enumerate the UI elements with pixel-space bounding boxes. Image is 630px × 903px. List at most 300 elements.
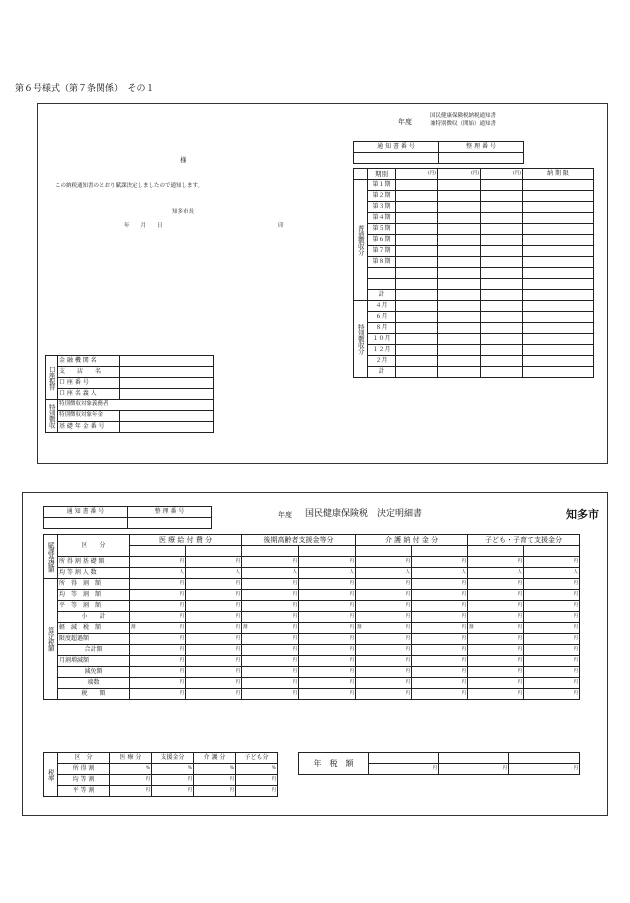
period-total: 計 [368, 290, 396, 301]
unit-cell [186, 590, 242, 601]
yen-unit: 円 [349, 624, 355, 630]
unit-cell [186, 601, 242, 612]
yen-unit: 円 [235, 646, 241, 652]
rate-label: 税率 [44, 753, 58, 797]
unit-cell [468, 579, 524, 590]
annual-tax-table [298, 752, 580, 775]
col-header: 後期高齢者支援金等分 [242, 535, 356, 546]
kubun-header: 区 分 [58, 535, 130, 557]
unit-cell [186, 579, 242, 590]
reduction-cell [412, 623, 468, 634]
rate-header: 子ども分 [236, 753, 278, 764]
unit-cell [242, 579, 299, 590]
statement-title: 国民健康保険税 決定明細書 [305, 509, 423, 519]
yen-unit: 円 [179, 602, 184, 608]
row-label: 均 等 割 人 数 [58, 568, 130, 579]
yen-unit: 円 [517, 558, 523, 564]
unit-cell [412, 579, 468, 590]
unit-cell [468, 634, 524, 645]
unit-cell [186, 645, 242, 656]
period-row: 第２期 [368, 191, 396, 202]
unit-cell [524, 612, 580, 623]
person-unit: 人 [517, 569, 523, 575]
notice-message: この納税通知書のとおり賦課決定しましたので通知します。 [55, 183, 204, 189]
yen-unit: 円 [349, 602, 355, 608]
yen-unit: 円 [573, 602, 579, 608]
unit-cell [468, 689, 524, 700]
period-row: 第８期 [368, 257, 396, 268]
reduction-cell [524, 623, 580, 634]
yen-unit: 円 [292, 690, 298, 696]
unit-cell [468, 590, 524, 601]
row-label: 軽 減 税 額 [58, 623, 130, 634]
yen-unit: 円 [573, 646, 579, 652]
yen-unit: 円 [517, 580, 523, 586]
yen-unit: 円 [179, 657, 184, 663]
calc-table [43, 534, 580, 700]
special-row-label: 特別徴収対象年金 [58, 411, 120, 422]
period-table [353, 168, 594, 378]
yen-unit: 円 [194, 786, 236, 797]
reduction-cell [242, 623, 299, 634]
yen-unit: 円 [292, 668, 298, 674]
notice-no-label: 通 知 書 番 号 [354, 142, 439, 153]
yen-unit: 円 [235, 580, 241, 586]
yen-unit: 円 [461, 558, 467, 564]
unit-cell [412, 645, 468, 656]
unit-cell [299, 579, 356, 590]
yen-unit: 円 [235, 690, 241, 696]
unit-cell [299, 601, 356, 612]
bank-row-label: 支 店 名 [58, 367, 120, 378]
unit-cell [412, 656, 468, 667]
yen-unit: 円 [179, 558, 184, 564]
yen-unit: 円 [405, 635, 411, 641]
unit-cell [242, 634, 299, 645]
yen-unit: 円 [292, 635, 298, 641]
unit-cell [412, 601, 468, 612]
yen-unit: 円 [349, 591, 355, 597]
yen-unit: 円 [292, 624, 298, 630]
reduction-cell [356, 623, 412, 634]
basis-label: 賦課基礎額 [44, 535, 58, 579]
pct-unit: % [152, 764, 194, 775]
unit-cell [186, 634, 242, 645]
unit-cell [356, 656, 412, 667]
unit-cell [524, 656, 580, 667]
rate-table [43, 752, 278, 797]
unit-cell [412, 590, 468, 601]
rate-row-label: 所 得 割 [58, 764, 110, 775]
yen-unit: 円 [461, 668, 467, 674]
ref-no-label: 整 理 番 号 [439, 142, 524, 153]
period-row: 第６期 [368, 235, 396, 246]
unit-cell [524, 568, 580, 579]
person-unit: 人 [179, 569, 184, 575]
yen-unit: 円 [461, 602, 467, 608]
yen-unit: 円 [235, 657, 241, 663]
yen-unit: 円 [179, 690, 184, 696]
unit-cell [186, 689, 242, 700]
unit-cell [412, 634, 468, 645]
unit-cell [299, 634, 356, 645]
person-unit: 人 [292, 569, 298, 575]
yen-unit: 円 [573, 679, 579, 685]
yen-unit: 円 [292, 558, 298, 564]
unit-cell [242, 689, 299, 700]
unit-cell [299, 689, 356, 700]
yen-unit: 円 [179, 624, 184, 630]
special-row-label: 基 礎 年 金 番 号 [58, 422, 120, 433]
yen-unit: 円 [517, 591, 523, 597]
mayor-name: 知多市長 [172, 209, 195, 215]
issue-date: 年 月 日 [124, 223, 163, 229]
lower-number-table [43, 506, 212, 529]
form-title: 第６号様式（第７条関係） その１ [15, 84, 155, 94]
rate-header: 区 分 [58, 753, 110, 764]
period-label: 期別 [368, 169, 396, 180]
yen-unit: 円 [292, 580, 298, 586]
unit-cell [299, 667, 356, 678]
yen-unit: 円 [405, 668, 411, 674]
unit-cell [242, 667, 299, 678]
unit-cell [412, 612, 468, 623]
person-unit: 人 [235, 569, 241, 575]
unit-cell [356, 590, 412, 601]
yen-unit: 円 [405, 624, 411, 630]
yen-unit: 円 [152, 786, 194, 797]
unit-cell [356, 568, 412, 579]
transfer-label: 口座振替 [46, 356, 58, 400]
normal-collection-label: 普通徴収分 [354, 180, 368, 301]
unit-cell [186, 568, 242, 579]
unit-cell [299, 557, 356, 568]
year-label: 年度 [398, 118, 412, 126]
yen-unit: 円 [292, 646, 298, 652]
unit-cell [186, 557, 242, 568]
col-header: 子ども・子育て支援金分 [468, 535, 580, 546]
yen-unit: 円 [292, 591, 298, 597]
yen-unit: 円 [573, 558, 579, 564]
unit-cell [130, 579, 186, 590]
month-row: ６月 [368, 312, 396, 323]
month-row: １０月 [368, 334, 396, 345]
yen-unit: 円 [292, 679, 298, 685]
lower-notice-no-label: 通 知 書 番 号 [44, 507, 128, 518]
pct-unit: % [236, 764, 278, 775]
period-row: 第１期 [368, 180, 396, 191]
upper-number-table [353, 141, 524, 164]
unit-cell [412, 678, 468, 689]
unit-cell [468, 656, 524, 667]
honorific: 様 [180, 156, 187, 164]
yen-unit: 円 [405, 657, 411, 663]
unit-cell [299, 678, 356, 689]
unit-cell [130, 612, 186, 623]
yen-unit: 円 [517, 646, 523, 652]
yen-unit: 円 [235, 624, 241, 630]
bank-table [45, 355, 214, 433]
unit-cell [468, 678, 524, 689]
reduction-cell [130, 623, 186, 634]
period-row: 第５期 [368, 224, 396, 235]
yen-unit: 円 [573, 613, 579, 619]
yen-unit: 円 [405, 690, 411, 696]
person-unit: 人 [349, 569, 355, 575]
rate-row-label: 平 等 割 [58, 786, 110, 797]
yen-unit: 円 [292, 602, 298, 608]
unit-cell [130, 656, 186, 667]
yen-unit: 円 [573, 635, 579, 641]
unit-cell [130, 590, 186, 601]
unit-cell [468, 667, 524, 678]
city-name: 知多市 [566, 508, 599, 521]
unit-cell [468, 601, 524, 612]
yen-unit: 円 [179, 613, 184, 619]
yen-unit: 円 [235, 679, 241, 685]
yen-unit: 円 [573, 657, 579, 663]
yen-unit: 円 [461, 646, 467, 652]
unit-cell [524, 678, 580, 689]
yen-unit: 円 [179, 679, 184, 685]
unit-cell [242, 645, 299, 656]
unit-cell [299, 612, 356, 623]
row-label: 均 等 割 額 [58, 590, 130, 601]
yen-unit: 円 [349, 646, 355, 652]
unit-cell [356, 678, 412, 689]
month-row: １２月 [368, 345, 396, 356]
row-label: 所 得 割 基 礎 額 [58, 557, 130, 568]
unit-cell [130, 678, 186, 689]
unit-cell [356, 601, 412, 612]
yen-unit: 円 [461, 679, 467, 685]
yen-unit: 円 [461, 635, 467, 641]
unit-cell [412, 557, 468, 568]
unit-cell [186, 612, 242, 623]
yen-unit: 円 [349, 580, 355, 586]
lower-ref-no-label: 整 理 番 号 [128, 507, 212, 518]
row-label: 減免額 [58, 667, 130, 678]
yen-unit: 円 [405, 679, 411, 685]
unit-cell [524, 689, 580, 700]
col-header: 介 護 納 付 金 分 [356, 535, 468, 546]
yen-unit: 円 [292, 657, 298, 663]
reduction-cell [186, 623, 242, 634]
row-label: 限度超過額 [58, 634, 130, 645]
yen-unit: 円 [235, 668, 241, 674]
yen-unit: 円 [405, 591, 411, 597]
unit-cell [356, 645, 412, 656]
unit-cell [356, 557, 412, 568]
unit-cell [186, 678, 242, 689]
yen-unit: 円 [517, 602, 523, 608]
yen-unit: 円 [349, 668, 355, 674]
yen-unit: 円 [235, 558, 241, 564]
yen-unit: 円 [236, 786, 278, 797]
yen-unit: 円 [349, 690, 355, 696]
pct-unit: % [110, 764, 152, 775]
unit-cell [356, 634, 412, 645]
unit-cell [130, 634, 186, 645]
unit-cell [130, 557, 186, 568]
unit-cell [299, 590, 356, 601]
yen-unit: 円 [179, 591, 184, 597]
yen-unit: 円 [235, 635, 241, 641]
row-label: 合計額 [58, 645, 130, 656]
yen-unit: 円 [349, 558, 355, 564]
notice-title-2: 兼特別徴収（開始）通知書 [430, 121, 497, 127]
yen-unit: 円 [235, 613, 241, 619]
unit-cell [524, 579, 580, 590]
unit-cell [242, 656, 299, 667]
yen-unit: 円 [110, 786, 152, 797]
period-row [368, 268, 396, 279]
yen-unit: 円 [517, 668, 523, 674]
unit-cell [242, 557, 299, 568]
due-label: 納 期 限 [523, 169, 594, 180]
yen-unit: 円 [573, 580, 579, 586]
month-row: ８月 [368, 323, 396, 334]
unit-cell [468, 568, 524, 579]
unit-cell [412, 667, 468, 678]
reduction-mark: 割 [243, 624, 248, 630]
yen-unit: 円 [573, 690, 579, 696]
reduction-mark: 割 [469, 624, 474, 630]
unit-cell [524, 590, 580, 601]
unit-cell [524, 557, 580, 568]
yen-unit: 円 [369, 764, 439, 775]
yen-unit: 円 [517, 657, 523, 663]
yen-unit: 円 [179, 580, 184, 586]
yen-unit: 円 [110, 775, 152, 786]
yen-unit: 円 [405, 613, 411, 619]
unit-cell [242, 678, 299, 689]
period-row: 第３期 [368, 202, 396, 213]
yen-unit: 円 [405, 646, 411, 652]
unit-cell [468, 557, 524, 568]
yen-unit: 円 [517, 635, 523, 641]
yen-unit: 円 [152, 775, 194, 786]
reduction-cell [468, 623, 524, 634]
special-row-label: 特別徴収対象義務者 [58, 400, 214, 411]
yen-unit: (円) [438, 169, 481, 180]
yen-unit: 円 [517, 679, 523, 685]
unit-cell [468, 612, 524, 623]
rate-header: 医 療 分 [110, 753, 152, 764]
yen-unit: 円 [461, 591, 467, 597]
unit-cell [130, 601, 186, 612]
unit-cell [356, 579, 412, 590]
unit-cell [242, 568, 299, 579]
unit-cell [524, 634, 580, 645]
yen-unit: 円 [292, 613, 298, 619]
yen-unit: 円 [517, 624, 523, 630]
unit-cell [468, 645, 524, 656]
unit-cell [356, 689, 412, 700]
yen-unit: 円 [461, 690, 467, 696]
unit-cell [242, 590, 299, 601]
row-label: 端数 [58, 678, 130, 689]
col-header: 医 療 給 付 費 分 [130, 535, 242, 546]
unit-cell [130, 689, 186, 700]
yen-unit: 円 [405, 558, 411, 564]
lower-year-label: 年度 [278, 511, 292, 519]
special-label: 特別徴収 [46, 400, 58, 433]
yen-unit: (円) [481, 169, 523, 180]
yen-unit: 円 [194, 775, 236, 786]
special-collection-label: 特別徴収分 [354, 301, 368, 378]
yen-unit: 円 [461, 613, 467, 619]
row-label: 税 額 [58, 689, 130, 700]
month-row: ４月 [368, 301, 396, 312]
yen-unit: 円 [517, 690, 523, 696]
unit-cell [186, 656, 242, 667]
pct-unit: % [194, 764, 236, 775]
yen-unit: 円 [349, 635, 355, 641]
yen-unit: 円 [179, 646, 184, 652]
rate-header: 支援金分 [152, 753, 194, 764]
yen-unit: 円 [439, 764, 509, 775]
unit-cell [130, 645, 186, 656]
unit-cell [130, 667, 186, 678]
row-label: 小 計 [58, 612, 130, 623]
month-row: ２月 [368, 356, 396, 367]
unit-cell [356, 612, 412, 623]
yen-unit: 円 [349, 613, 355, 619]
rate-row-label: 均 等 割 [58, 775, 110, 786]
yen-unit: 円 [461, 580, 467, 586]
reduction-mark: 割 [357, 624, 362, 630]
row-label: 平 等 割 額 [58, 601, 130, 612]
unit-cell [412, 568, 468, 579]
yen-unit: 円 [573, 668, 579, 674]
person-unit: 人 [461, 569, 467, 575]
person-unit: 人 [405, 569, 411, 575]
yen-unit: 円 [349, 679, 355, 685]
unit-cell [242, 612, 299, 623]
yen-unit: 円 [405, 580, 411, 586]
unit-cell [186, 667, 242, 678]
bank-row-label: 口 座 番 号 [58, 378, 120, 389]
unit-cell [412, 689, 468, 700]
unit-cell [299, 645, 356, 656]
bank-row-label: 口 座 名 義 人 [58, 389, 120, 400]
yen-unit: 円 [573, 624, 579, 630]
seal-mark: 印 [278, 223, 284, 229]
unit-cell [299, 568, 356, 579]
yen-unit: 円 [349, 657, 355, 663]
reduction-cell [299, 623, 356, 634]
rate-header: 介 護 分 [194, 753, 236, 764]
yen-unit: 円 [573, 591, 579, 597]
row-label: 月割増減額 [58, 656, 130, 667]
period-row: 第７期 [368, 246, 396, 257]
notice-title-1: 国民健康保険税納税通知書 [430, 113, 497, 119]
yen-unit: 円 [235, 591, 241, 597]
reduction-mark: 割 [131, 624, 136, 630]
unit-cell [356, 667, 412, 678]
unit-cell [130, 568, 186, 579]
yen-unit: 円 [235, 602, 241, 608]
calc-label: 算定税額 [44, 579, 58, 700]
yen-unit: (円) [396, 169, 438, 180]
person-unit: 人 [573, 569, 579, 575]
unit-cell [242, 601, 299, 612]
unit-cell [524, 645, 580, 656]
yen-unit: 円 [509, 764, 580, 775]
period-row: 第４期 [368, 213, 396, 224]
yen-unit: 円 [405, 602, 411, 608]
